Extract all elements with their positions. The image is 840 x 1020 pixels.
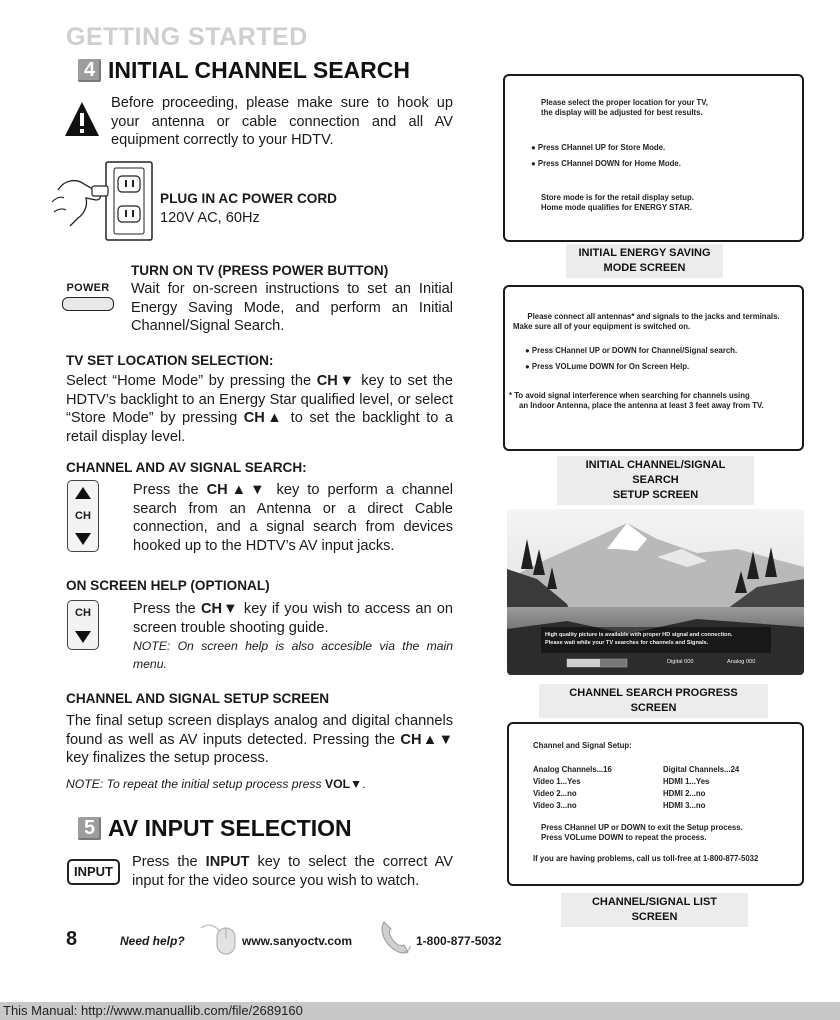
energy-saving-screen (503, 74, 804, 242)
landscape-photo (507, 509, 804, 675)
progress-message: High quality picture is available with proper HD signal and connection. Please wait while your TV searches for channels and Signals. (545, 632, 733, 646)
help-heading: ON SCREEN HELP (OPTIONAL) (66, 578, 270, 593)
need-help-label: Need help? (120, 934, 185, 948)
section-number-badge: 5 (78, 817, 101, 840)
help-note: NOTE: On screen help is also accesible via the main menu. (133, 639, 453, 671)
section-title-initial-search (78, 57, 410, 84)
screen-bullets: ● Press CHannel UP for Store Mode. ● Press CHannel DOWN for Home Mode. (531, 143, 681, 168)
turn-on-text: Wait for on-screen instructions to set an Initial Energy Saving Mode, and perform an Initial Channel/Signal Search. (131, 281, 453, 334)
screen-text: * To avoid signal interference when searching for channels using an Indoor Antenna, place the antenna at least 3 feet away from TV. (509, 391, 764, 410)
mouse-icon (199, 920, 239, 956)
help-text: Press the CH▼ key if you wish to access an on screen trouble shooting guide. (133, 601, 453, 636)
list-item: Video 2...no (533, 789, 577, 798)
channel-list-screen (507, 722, 804, 886)
section-title-text: INITIAL CHANNEL SEARCH (108, 57, 410, 83)
channel-search-progress-screen (507, 509, 804, 675)
ch-up-down-key-icon (67, 480, 99, 552)
setup-note: NOTE: To repeat the initial setup process press VOL▼. (66, 777, 366, 791)
signal-search-screen (503, 285, 804, 451)
location-heading: TV SET LOCATION SELECTION: (66, 353, 274, 368)
signal-search-caption: INITIAL CHANNEL/SIGNAL SEARCH SETUP SCREEN (557, 456, 754, 505)
screen-text: Please select the proper location for your TV, the display will be adjusted for best results. (541, 98, 708, 117)
setup-text: The final setup screen displays analog and digital channels found as well as AV inputs detected. Pressing the CH▲▼ key finalizes the setup process. (66, 713, 454, 766)
manual-link-bar[interactable]: This Manual: http://www.manuallib.com/file/2689160 (0, 1002, 840, 1020)
screen-text: Please connect all antennas* and signals to the jacks and terminals. Make sure all of your equipment is switched on. (513, 312, 780, 331)
page-number: 8 (66, 928, 78, 950)
input-key-icon: INPUT (67, 859, 120, 885)
ch-key-label: CH (75, 607, 91, 619)
list-right-column (663, 764, 739, 812)
phone-icon (378, 918, 412, 956)
list-item: Digital Channels...24 (663, 765, 740, 774)
digital-count: Digital 000 (667, 659, 694, 665)
power-outlet-icon (48, 160, 156, 242)
channel-search-heading: CHANNEL AND AV SIGNAL SEARCH: (66, 460, 307, 475)
setup-heading: CHANNEL AND SIGNAL SETUP SCREEN (66, 691, 330, 706)
website-link[interactable]: www.sanyoctv.com (242, 934, 353, 948)
section-title-av-input (78, 815, 352, 842)
progress-bar-fill (567, 659, 600, 667)
channel-search-text: Press the CH▲▼ key to perform a channel search from an Antenna or a direct Cable connection, and a signal search from devices hooked up to the HDTV’s AV input jacks. (133, 482, 454, 554)
analog-count: Analog 000 (727, 659, 756, 665)
list-left-column (533, 764, 612, 812)
screen-bullets: ● Press CHannel UP or DOWN for Channel/Signal search. ● Press VOLume DOWN for On Screen Help. (525, 346, 738, 371)
ch-down-key-icon (67, 600, 99, 650)
plug-heading: PLUG IN AC POWER CORD (160, 191, 337, 206)
power-key-label: POWER (66, 282, 110, 294)
list-caption: CHANNEL/SIGNAL LIST SCREEN (561, 893, 748, 927)
list-item: HDMI 2...no (663, 789, 706, 798)
ch-key-label: CH (75, 509, 91, 522)
plug-spec: 120V AC, 60Hz (160, 210, 260, 226)
progress-caption: CHANNEL SEARCH PROGRESS SCREEN (539, 684, 768, 718)
section-title-text: AV INPUT SELECTION (108, 815, 352, 841)
section-label: GETTING STARTED (66, 23, 308, 51)
warning-icon (64, 100, 100, 138)
toll-free-text: If you are having problems, call us toll-free at 1-800-877-5032 (533, 854, 759, 863)
phone-number: 1-800-877-5032 (416, 934, 502, 948)
energy-saving-caption: INITIAL ENERGY SAVING MODE SCREEN (566, 244, 723, 278)
list-item: Video 3...no (533, 801, 577, 810)
list-item: Analog Channels...16 (533, 765, 612, 774)
section-number-badge: 4 (78, 59, 101, 82)
screen-text: Store mode is for the retail display setup. Home mode qualifies for ENERGY STAR. (541, 193, 694, 212)
list-item: HDMI 1...Yes (663, 777, 710, 786)
power-key-icon (60, 282, 116, 311)
turn-on-heading: TURN ON TV (PRESS POWER BUTTON) (131, 263, 389, 278)
location-text: Select “Home Mode” by pressing the CH▼ key to set the HDTV’s backlight to an Energy Star qualified level, or select “Store Mode” by pressing CH▲ to set the backlight to a retail display level. (66, 373, 454, 445)
av-input-text: Press the INPUT key to select the correct AV input for the video source you wish to watch. (132, 854, 453, 889)
list-item: HDMI 3...no (663, 801, 706, 810)
list-item: Video 1...Yes (533, 777, 581, 786)
list-title: Channel and Signal Setup: (533, 741, 632, 750)
screen-text: Press CHannel UP or DOWN to exit the Setup process. Press VOLume DOWN to repeat the process. (541, 823, 743, 842)
warning-text: Before proceeding, please make sure to hook up your antenna or cable connection and all AV equipment correctly to your HDTV. (111, 95, 453, 148)
